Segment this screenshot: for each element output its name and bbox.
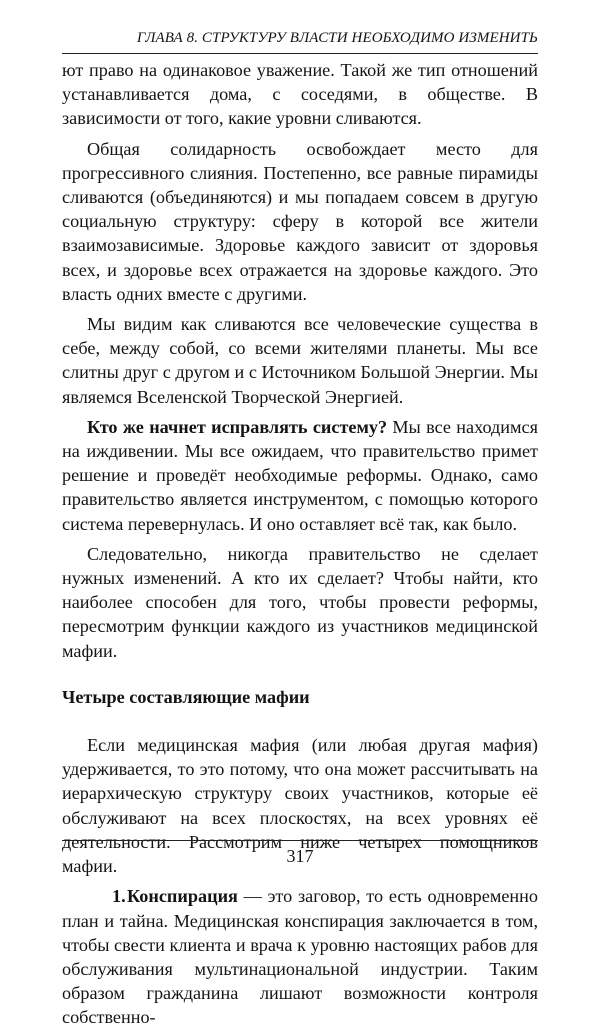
item-term: Конспирация [127, 886, 238, 907]
header-rule [62, 53, 538, 54]
section-subheading: Четыре составляющие мафии [62, 686, 310, 707]
paragraph-mafia-structure: Если медицинская мафия (или любая другая мафия) удерживается, то это потому, что она может рассчитывать на иерархическую структуру своих участников, которые её обслуживают на всех плоскостях, на всех уровнях её деятельности. Рассмотрим ниже четырех помощников мафии. [62, 735, 538, 877]
paragraph-merging: Мы видим как сливаются все человеческие существа в себе, между собой, со всеми жителями планеты. Мы все слитны друг с другом и с Источником Большой Энергии. Мы являемся Вселенской Творческой Энергией. [62, 314, 538, 407]
paragraph-therefore: Следовательно, никогда правительство не сделает нужных изменений. А кто их сделает? Чтобы найти, кто наиболее способен для того, чтобы провести реформы, пересмотрим функции каждого из участников медицинской мафии. [62, 543, 538, 661]
page-number: 317 [286, 846, 314, 866]
item-number: 1. [112, 886, 126, 907]
question-bold: Кто же начнет исправлять систему? [87, 416, 388, 437]
paragraph-solidarity: Общая солидарность освобождает место для прогрессивного слияния. Постепенно, все равные пирамиды сливаются (объединяются) и мы попадаем совсем в другую социальную структуру: сферу в которой все жители взаимозависимые. Здоровье каждого зависит от здоровья всех, и здоровье всех отражается на здоровье каждого. Это власть одних вместе с другими. [62, 138, 538, 304]
running-header: ГЛАВА 8. СТРУКТУРУ ВЛАСТИ НЕОБХОДИМО ИЗМЕНИТЬ [136, 30, 538, 46]
paragraph-continued: ют право на одинаковое уважение. Такой же тип отношений устанавливается дома, с соседями, в обществе. В зависимости от того, какие уровни сливаются. [62, 60, 538, 129]
item-text: — это заговор, то есть одновременно план и тайна. Медицинская конспирация заключается в том, чтобы свести клиента и врача к уровню настоящих рабов для обслуживания мультинациональной индустрии. Таким образом гражданина лишают возможности контроля собственно- [62, 886, 538, 1028]
paragraph-who-fixes-text: Мы все находимся на иждивении. Мы все ожидаем, что правительство примет решение и проведёт необходимые реформы. Однако, само правительство является инструментом, с помощью которого система перевернулась. И оно оставляет всё так, как было. [62, 416, 538, 534]
numbered-item-1 [62, 884, 538, 1029]
footer-rule [62, 840, 538, 841]
paragraph-who-fixes [62, 415, 538, 536]
body-text [62, 58, 538, 1036]
